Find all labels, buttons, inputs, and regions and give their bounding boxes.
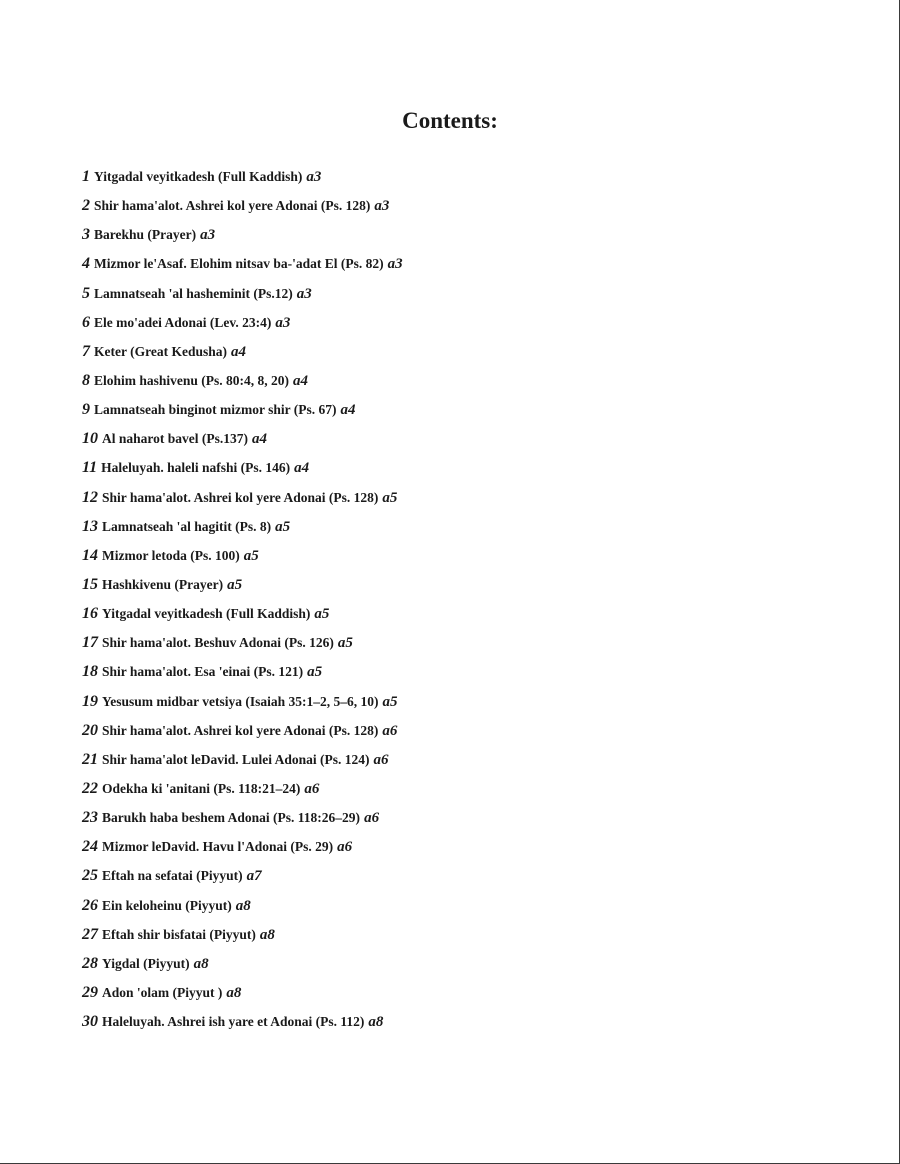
entry-number: 2 xyxy=(82,197,90,215)
toc-entry xyxy=(82,628,403,657)
entry-page-ref: a4 xyxy=(252,431,268,448)
entry-title: Shir hama'alot. Ashrei kol yere Adonai (Ps. 128) xyxy=(102,489,379,505)
entry-number: 5 xyxy=(82,284,90,302)
toc-entry xyxy=(82,366,403,395)
toc-entry xyxy=(82,162,403,191)
entry-page-ref: a5 xyxy=(382,693,398,710)
entry-number: 6 xyxy=(82,313,90,331)
entry-title: Al naharot bavel (Ps.137) xyxy=(102,431,249,447)
toc-entry xyxy=(82,453,403,482)
entry-title: Shir hama'alot. Ashrei kol yere Adonai (Ps. 128) xyxy=(94,198,371,214)
toc-entry xyxy=(82,657,403,686)
entry-number: 1 xyxy=(82,168,90,185)
entry-page-ref: a5 xyxy=(382,489,398,506)
entry-page-ref: a6 xyxy=(373,751,389,768)
entry-page-ref: a3 xyxy=(374,198,390,215)
entry-page-ref: a4 xyxy=(293,372,309,389)
toc-entry xyxy=(82,978,403,1007)
entry-number: 22 xyxy=(82,779,98,797)
entry-title: Eftah shir bisfatai (Piyyut) xyxy=(102,926,256,942)
toc-entry xyxy=(82,861,403,890)
entry-number: 15 xyxy=(82,575,98,593)
entry-number: 24 xyxy=(82,838,98,856)
entry-number: 27 xyxy=(82,925,98,943)
entry-page-ref: a4 xyxy=(340,402,356,419)
toc-entry xyxy=(82,1007,403,1036)
toc-entry xyxy=(82,337,403,366)
toc-entry xyxy=(82,308,403,337)
entry-page-ref: a3 xyxy=(306,169,322,185)
toc-entry xyxy=(82,191,403,220)
entry-page-ref: a7 xyxy=(246,868,262,885)
entry-title: Yitgadal veyitkadesh (Full Kaddish) xyxy=(102,606,311,622)
entry-title: Hashkivenu (Prayer) xyxy=(102,576,224,592)
entry-number: 28 xyxy=(82,954,98,972)
entry-number: 17 xyxy=(82,634,98,652)
contents-list xyxy=(82,162,403,1036)
entry-page-ref: a8 xyxy=(235,897,251,914)
toc-entry xyxy=(82,949,403,978)
entry-number: 19 xyxy=(82,692,98,710)
entry-number: 9 xyxy=(82,401,90,419)
toc-entry xyxy=(82,774,403,803)
entry-title: Lamnatseah 'al hasheminit (Ps.12) xyxy=(94,285,293,301)
entry-title: Lamnatseah 'al hagitit (Ps. 8) xyxy=(102,518,272,534)
entry-number: 30 xyxy=(82,1013,98,1031)
toc-entry xyxy=(82,803,403,832)
toc-entry xyxy=(82,745,403,774)
entry-number: 29 xyxy=(82,983,98,1001)
entry-number: 20 xyxy=(82,721,98,739)
entry-number: 13 xyxy=(82,517,98,535)
entry-number: 25 xyxy=(82,867,98,885)
entry-number: 26 xyxy=(82,896,98,914)
toc-entry xyxy=(82,395,403,424)
entry-page-ref: a5 xyxy=(307,664,323,681)
entry-title: Shir hama'alot. Beshuv Adonai (Ps. 126) xyxy=(102,635,334,651)
entry-page-ref: a4 xyxy=(294,460,310,477)
entry-page-ref: a3 xyxy=(296,285,312,302)
page-title: Contents: xyxy=(402,108,498,133)
toc-entry xyxy=(82,891,403,920)
entry-page-ref: a5 xyxy=(314,606,330,623)
entry-page-ref: a5 xyxy=(337,635,353,652)
entry-title: Mizmor le'Asaf. Elohim nitsav ba-'adat El (Ps. 82) xyxy=(94,256,384,272)
entry-page-ref: a8 xyxy=(259,926,275,943)
entry-title: Ein keloheinu (Piyyut) xyxy=(102,897,232,913)
toc-entry xyxy=(82,220,403,249)
entry-page-ref: a3 xyxy=(387,256,403,273)
entry-number: 23 xyxy=(82,809,98,827)
entry-title: Yitgadal veyitkadesh (Full Kaddish) xyxy=(94,169,303,184)
entry-title: Barukh haba beshem Adonai (Ps. 118:26–29) xyxy=(102,810,361,826)
entry-title: Lamnatseah binginot mizmor shir (Ps. 67) xyxy=(94,402,337,418)
toc-entry xyxy=(82,599,403,628)
entry-page-ref: a8 xyxy=(368,1014,384,1031)
entry-page-ref: a8 xyxy=(226,984,242,1001)
entry-title: Odekha ki 'anitani (Ps. 118:21–24) xyxy=(102,780,301,796)
entry-title: Barekhu (Prayer) xyxy=(94,227,197,243)
entry-number: 7 xyxy=(82,342,90,360)
entry-number: 3 xyxy=(82,226,90,244)
entry-number: 10 xyxy=(82,430,98,448)
entry-number: 12 xyxy=(82,488,98,506)
entry-page-ref: a6 xyxy=(382,722,398,739)
entry-title: Mizmor leDavid. Havu l'Adonai (Ps. 29) xyxy=(102,839,334,855)
entry-title: Haleluyah. Ashrei ish yare et Adonai (Ps. 112) xyxy=(102,1014,365,1030)
entry-title: Elohim hashivenu (Ps. 80:4, 8, 20) xyxy=(94,372,290,388)
toc-entry xyxy=(82,483,403,512)
entry-number: 8 xyxy=(82,371,90,389)
entry-page-ref: a8 xyxy=(193,955,209,972)
toc-entry xyxy=(82,424,403,453)
entry-page-ref: a3 xyxy=(275,314,291,331)
entry-title: Shir hama'alot. Esa 'einai (Ps. 121) xyxy=(102,664,304,680)
entry-number: 11 xyxy=(82,459,98,477)
entry-title: Shir hama'alot. Ashrei kol yere Adonai (Ps. 128) xyxy=(102,722,379,738)
entry-title: Ele mo'adei Adonai (Lev. 23:4) xyxy=(94,314,272,330)
toc-entry xyxy=(82,249,403,278)
entry-number: 4 xyxy=(82,255,90,273)
entry-page-ref: a6 xyxy=(337,839,353,856)
entry-number: 18 xyxy=(82,663,98,681)
toc-entry xyxy=(82,512,403,541)
entry-title: Mizmor letoda (Ps. 100) xyxy=(102,547,240,563)
entry-page-ref: a6 xyxy=(364,810,380,827)
toc-entry xyxy=(82,832,403,861)
entry-title: Yigdal (Piyyut) xyxy=(102,955,190,971)
entry-number: 16 xyxy=(82,605,98,623)
entry-title: Yesusum midbar vetsiya (Isaiah 35:1–2, 5–6, 10) xyxy=(102,693,379,709)
toc-entry xyxy=(82,920,403,949)
toc-entry xyxy=(82,687,403,716)
entry-page-ref: a6 xyxy=(304,780,320,797)
toc-entry xyxy=(82,570,403,599)
entry-title: Keter (Great Kedusha) xyxy=(94,343,227,359)
entry-page-ref: a4 xyxy=(230,343,246,360)
entry-number: 14 xyxy=(82,546,98,564)
toc-entry xyxy=(82,716,403,745)
entry-title: Haleluyah. haleli nafshi (Ps. 146) xyxy=(101,460,291,476)
toc-entry xyxy=(82,279,403,308)
entry-title: Shir hama'alot leDavid. Lulei Adonai (Ps. 124) xyxy=(102,751,370,767)
entry-page-ref: a3 xyxy=(200,227,216,244)
entry-title: Adon 'olam (Piyyut ) xyxy=(102,984,223,1000)
toc-entry xyxy=(82,541,403,570)
entry-page-ref: a5 xyxy=(227,576,243,593)
entry-number: 21 xyxy=(82,750,98,768)
entry-title: Eftah na sefatai (Piyyut) xyxy=(102,868,243,884)
entry-page-ref: a5 xyxy=(243,547,259,564)
entry-page-ref: a5 xyxy=(275,518,291,535)
